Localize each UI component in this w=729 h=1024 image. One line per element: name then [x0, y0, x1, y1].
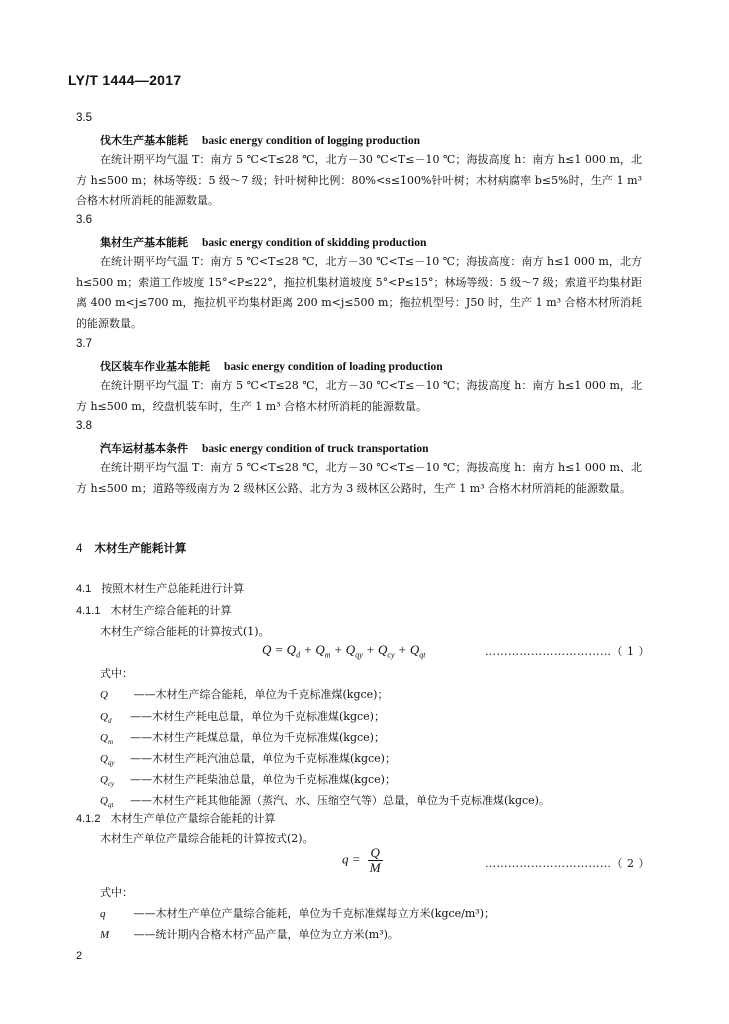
- term-en: basic energy condition of truck transportation: [202, 443, 429, 455]
- formula-lhs: Q: [262, 642, 272, 657]
- formula-intro: 木材生产单位产量综合能耗的计算按式(2)。: [100, 832, 314, 845]
- symbol: $Q_d$: [100, 711, 112, 726]
- symbol: $Q_m$: [100, 732, 114, 747]
- term-heading: [100, 440, 428, 456]
- symbol-text: ——木材生产耗汽油总量，单位为千克标准煤(kgce)；: [130, 752, 396, 765]
- symbol: Q: [100, 689, 108, 701]
- symbol-definition: [100, 708, 385, 725]
- section-number: 4.1: [76, 583, 92, 595]
- page-number: 2: [76, 950, 83, 962]
- term-heading: [100, 132, 420, 148]
- where-label: 式中：: [100, 667, 133, 680]
- term-en: basic energy condition of loading production: [224, 361, 443, 373]
- term-heading: [100, 234, 426, 250]
- formula-intro: 木材生产综合能耗的计算按式(1)。: [100, 625, 270, 638]
- formula-2: q = $\frac{Q}{M}$: [342, 845, 381, 875]
- standard-header: LY/T 1444—2017: [68, 72, 182, 88]
- subsection-number: 4.1.1: [76, 605, 101, 617]
- symbol-text: ——木材生产耗其他能源（蒸汽、水、压缩空气等）总量，单位为千克标准煤(kgce)。: [130, 794, 550, 807]
- symbol: $Q_{qy}$: [100, 753, 115, 768]
- clause-number: 3.5: [76, 112, 92, 124]
- symbol-definition: [100, 750, 396, 767]
- clause-number: 3.8: [76, 420, 92, 432]
- term-cn: 集材生产基本能耗: [100, 236, 188, 249]
- fraction-denominator: M: [369, 860, 381, 875]
- formula-term: Q: [286, 642, 297, 657]
- fraction-numerator: Q: [368, 846, 383, 861]
- symbol-definition: [100, 926, 399, 942]
- formula-term: Q: [409, 642, 420, 657]
- formula-1: $Q = Q_d + Q_m + Q_{qy} + Q_{cy} + Q_{qt}$: [262, 642, 426, 660]
- clause-number: 3.6: [76, 214, 92, 226]
- subsection-heading: [76, 602, 231, 618]
- symbol-text: ——木材生产耗柴油总量，单位为千克标准煤(kgce)；: [130, 773, 396, 786]
- symbol-text: ——统计期内合格木材产品产量，单位为立方米(m³)。: [130, 928, 399, 941]
- formula-subscript: cy: [387, 650, 395, 660]
- clause-number: 3.7: [76, 338, 92, 350]
- symbol-definition: [100, 771, 396, 788]
- symbol-definition: [100, 686, 388, 703]
- formula-term: Q: [378, 642, 388, 657]
- term-definition: 在统计期平均气温 T：南方 5 ℃<T≤28 ℃，北方－30 ℃<T≤－10 ℃；海拔高度 h：南方 h≤1 000 m，北方 h≤500 m，绞盘机装车时，生产 1 m³ 合格木材所消耗的能源数量。: [76, 379, 642, 413]
- where-label: 式中：: [100, 886, 133, 899]
- subsection-number: 4.1.2: [76, 813, 101, 825]
- term-cn: 伐木生产基本能耗: [100, 134, 188, 147]
- subsection-title: 木材生产综合能耗的计算: [110, 604, 232, 617]
- term-cn: 汽车运材基本条件: [100, 442, 188, 455]
- symbol-text: ——木材生产综合能耗，单位为千克标准煤(kgce)；: [130, 688, 389, 701]
- formula-lhs: q: [342, 851, 349, 867]
- term-heading: [100, 358, 443, 374]
- symbol-text: ——木材生产单位产量综合能耗，单位为千克标准煤每立方米(kgce/m³)；: [130, 907, 496, 920]
- chapter-number: 4: [76, 543, 83, 555]
- term-cn: 伐区装车作业基本能耗: [100, 360, 210, 373]
- symbol-definition: [100, 792, 550, 809]
- term-definition: 在统计期平均气温 T：南方 5 ℃<T≤28 ℃，北方－30 ℃<T≤－10 ℃；海拔高度 h：南方 h≤1 000 m、北方 h≤500 m；道路等级南方为 2 级林区公路、北方为 3 级林区公路时，生产 1 m³ 合格木材所消耗的能源数量。: [76, 461, 642, 495]
- formula-number-leader: ……………………………（ 1 ）: [485, 645, 650, 658]
- formula-term: Q: [315, 642, 325, 657]
- formula-term: Q: [345, 642, 356, 657]
- term-definition: 在统计期平均气温 T：南方 5 ℃<T≤28 ℃，北方－30 ℃<T≤－10 ℃；海拔高度 h：南方 h≤1 000 m，北方 h≤500 m；林场等级：5 级～7 级；针叶树种比例：80%<s≤100%针叶树；木材病腐率 b≤5%时，生产 1 m³ 合格木材所消耗的能源数量。: [76, 153, 642, 208]
- symbol: $Q_{cy}$: [100, 774, 115, 789]
- symbol-text: ——木材生产耗电总量，单位为千克标准煤(kgce)；: [130, 710, 385, 723]
- symbol-definition: [100, 905, 495, 921]
- formula-subscript: m: [324, 650, 331, 660]
- formula-subscript: d: [296, 650, 301, 660]
- chapter-heading: [76, 540, 186, 556]
- subsection-heading: [76, 810, 275, 826]
- subsection-title: 木材生产单位产量综合能耗的计算: [110, 812, 276, 825]
- formula-subscript: qt: [419, 650, 426, 660]
- term-en: basic energy condition of skidding production: [202, 237, 427, 249]
- symbol-definition: [100, 729, 385, 746]
- fraction: [368, 846, 383, 875]
- symbol: $Q_{qt}$: [100, 795, 114, 810]
- section-title: 按照木材生产总能耗进行计算: [101, 582, 245, 595]
- formula-number-leader: ……………………………（ 2 ）: [485, 857, 650, 870]
- symbol: q: [100, 908, 106, 920]
- term-en: basic energy condition of logging production: [202, 135, 420, 147]
- chapter-title: 木材生产能耗计算: [94, 541, 187, 555]
- term-definition: 在统计期平均气温 T：南方 5 ℃<T≤28 ℃，北方－30 ℃<T≤－10 ℃；海拔高度：南方 h≤1 000 m，北方 h≤500 m；索道工作坡度 15°<P≤22°，拖拉机集材道坡度 5°<P≤15°；林场等级：5 级～7 级；索道平均集材距离 400 m<j≤700 m，拖拉机平均集材距离 200 m<j≤500 m；拖拉机型号：J50 时，生产 1 m³ 合格木材所消耗的能源数量。: [76, 255, 642, 330]
- section-heading: [76, 580, 244, 596]
- symbol: M: [100, 929, 110, 941]
- symbol-text: ——木材生产耗煤总量，单位为千克标准煤(kgce)；: [130, 731, 385, 744]
- formula-subscript: qy: [355, 650, 363, 660]
